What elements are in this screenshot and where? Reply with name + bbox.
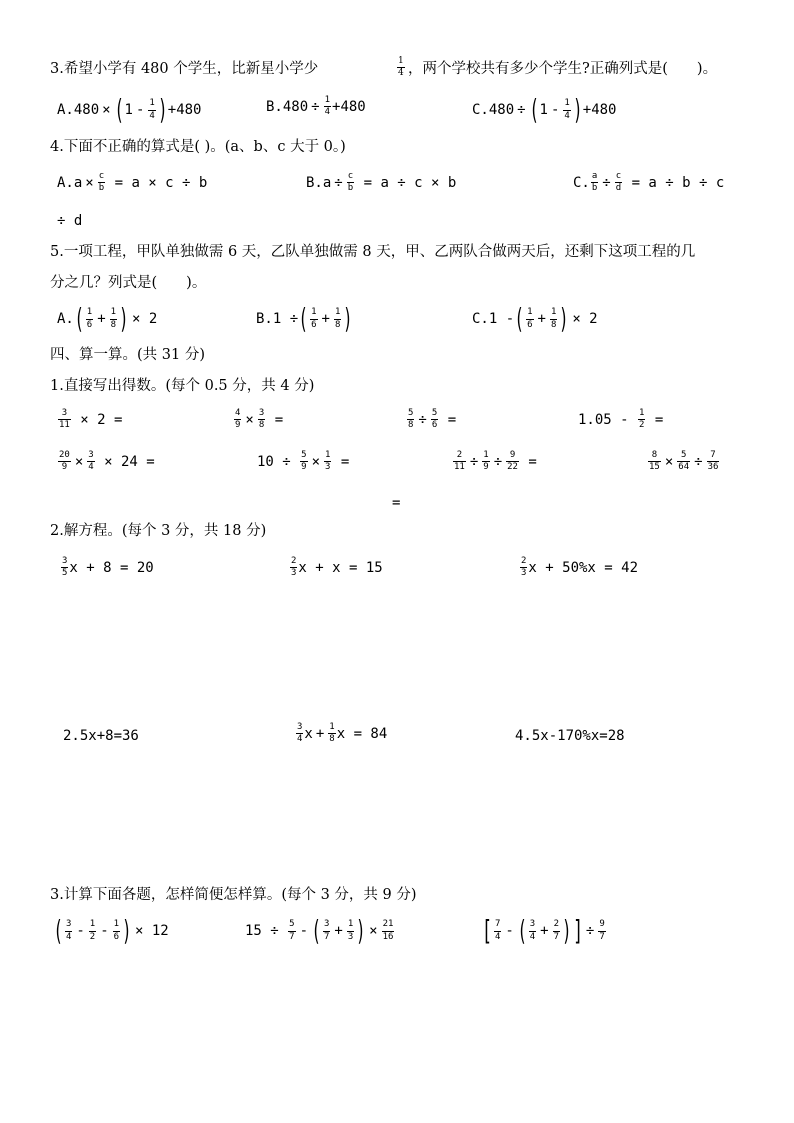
q4-stem: 4.下面不正确的算式是( )。(a、b、c 大于 0。) — [50, 139, 346, 155]
calc-expr-3: [ $\frac{7}{4}$ - ( $\frac{3}{4}$ + $\frac{2}{7}$ ) ] ÷ $\frac{9}{7}$ — [484, 914, 605, 947]
oral-expr-1: $\frac{3}{11}$ × 2 = — [59, 408, 123, 431]
oral-expr-6: 10 ÷ $\frac{5}{9}$ × $\frac{1}{3}$ = — [257, 450, 350, 473]
q3-stem-b: ，两个学校共有多少个学生?正确列式是( )。 — [408, 61, 718, 77]
equation-5: $\frac{3}{4}$ x + $\frac{1}{8}$ x = 84 — [297, 722, 388, 745]
oral-expr-3: $\frac{5}{8}$ ÷ $\frac{5}{6}$ = — [408, 408, 457, 431]
q3-option-a: A.480 × ( 1 - $\frac{1}{4}$ ) +480 — [57, 93, 202, 126]
q3-stem-a: 3.希望小学有 480 个学生，比新星小学少 — [50, 61, 319, 77]
q4-option-b: B.a ÷ $\frac{c}{b}$ = a ÷ c × b — [306, 171, 457, 194]
q4-option-a: A.a × $\frac{c}{b}$ = a × c ÷ b — [57, 171, 208, 194]
q4-option-c: C. $\frac{a}{b}$ ÷ $\frac{c}{d}$ = a ÷ b ÷ c — [573, 171, 725, 194]
section-4-title: 四、算一算。(共 31 分) — [50, 347, 205, 363]
oral-expr-2: $\frac{4}{9}$ × $\frac{3}{8}$ = — [235, 408, 284, 431]
equation-3: $\frac{2}{3}$ x + 50%x = 42 — [521, 556, 638, 579]
q5-line-2: 分之几？列式是( )。 — [50, 275, 207, 291]
equation-1: $\frac{3}{5}$ x + 8 = 20 — [62, 556, 154, 579]
oral-stray-equals: = — [392, 495, 401, 511]
section-4-part-3: 3.计算下面各题，怎样简便怎样算。(每个 3 分，共 9 分) — [50, 887, 417, 903]
equation-6: 4.5x-170%x=28 — [515, 728, 625, 744]
q5-option-a: A.( $\frac{1}{6}$ + $\frac{1}{8}$ ) × 2 — [57, 302, 158, 335]
q5-option-c: C.1 -( $\frac{1}{6}$ + $\frac{1}{8}$ ) × 2 — [472, 302, 598, 335]
section-4-part-1: 1.直接写出得数。(每个 0.5 分，共 4 分) — [50, 378, 315, 394]
equation-4: 2.5x+8=36 — [63, 728, 139, 744]
oral-expr-8: $\frac{8}{15}$ × $\frac{5}{64}$ ÷ $\frac{7}{36}$ — [649, 450, 719, 473]
calc-expr-1: ( $\frac{3}{4}$ - $\frac{1}{2}$ - $\frac{1}{6}$ ) × 12 — [55, 914, 169, 947]
q3-option-c: C.480 ÷ ( 1 - $\frac{1}{4}$ ) +480 — [472, 93, 617, 126]
q4-option-c-wrap: ÷ d — [57, 213, 83, 229]
equation-2: $\frac{2}{3}$ x + x = 15 — [291, 556, 383, 579]
oral-expr-7: $\frac{2}{11}$ ÷ $\frac{1}{9}$ ÷ $\frac{9}{22}$ = — [454, 450, 537, 473]
oral-expr-4: 1.05 - $\frac{1}{2}$ = — [578, 408, 664, 431]
q3-option-b: B.480 ÷ $\frac{1}{4}$ +480 — [266, 95, 366, 118]
q5-line-1: 5.一项工程，甲队单独做需 6 天，乙队单独做需 8 天，甲、乙两队合做两天后，还剩下这项工程的几 — [50, 244, 696, 260]
calc-expr-2: 15 ÷ $\frac{5}{7}$ - ( $\frac{3}{7}$ + $\frac{1}{3}$ ) × $\frac{21}{16}$ — [245, 914, 394, 947]
oral-expr-5: $\frac{20}{9}$ × $\frac{3}{4}$ × 24 = — [59, 450, 155, 473]
q3-frac: $\frac{1}{4}$ — [398, 56, 404, 79]
q5-option-b: B.1 ÷( $\frac{1}{6}$ + $\frac{1}{8}$ ) — [256, 302, 351, 335]
section-4-part-2: 2.解方程。(每个 3 分，共 18 分) — [50, 523, 267, 539]
